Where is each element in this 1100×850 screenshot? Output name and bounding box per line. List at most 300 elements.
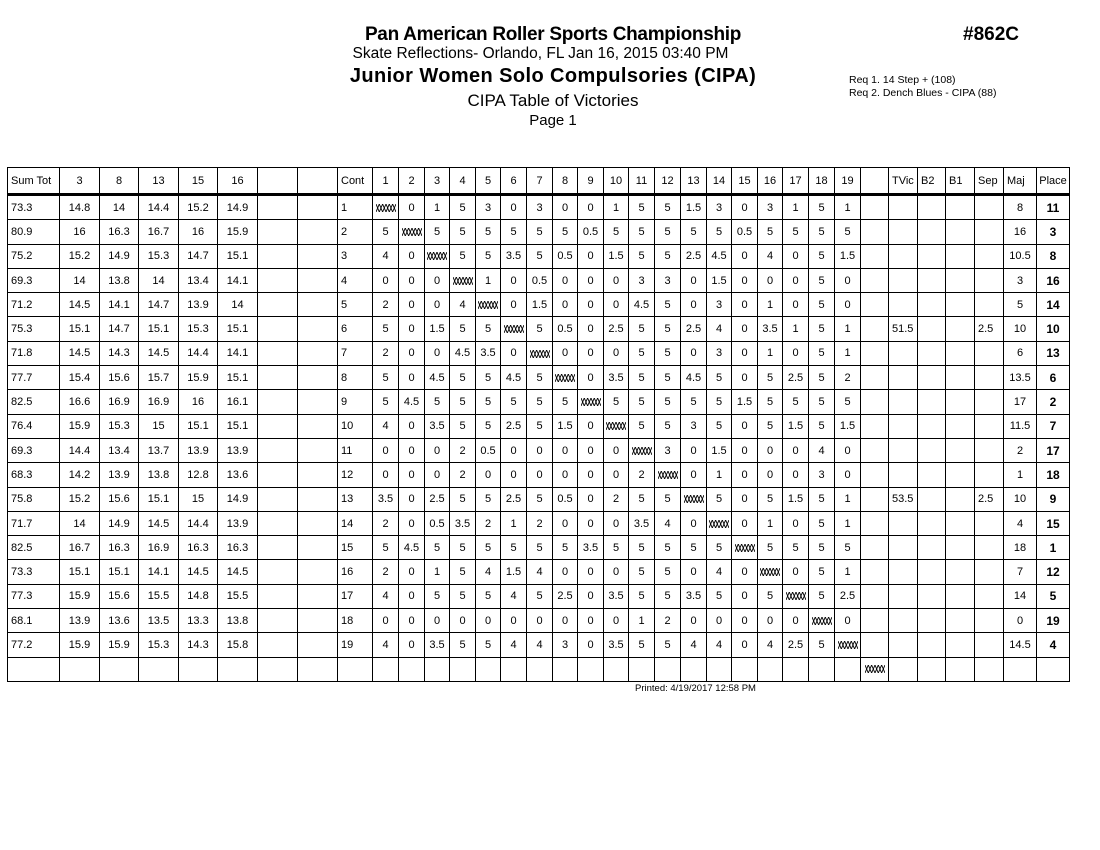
b1-cell [946, 584, 975, 608]
judge-score-cell: 16 [60, 220, 100, 244]
sep-cell [975, 293, 1004, 317]
place-cell: 9 [1037, 487, 1070, 511]
sum-total-cell: 77.3 [8, 584, 60, 608]
victory-cell: 5 [476, 390, 501, 414]
table-row [8, 414, 1070, 438]
sum-total-cell: 77.2 [8, 633, 60, 657]
column-header: Maj [1004, 168, 1037, 195]
column-header: 14 [707, 168, 732, 195]
victory-cell: 5 [604, 390, 629, 414]
contestant-number-cell: 10 [338, 414, 373, 438]
empty-cell [861, 195, 889, 220]
majority-cell: 1 [1004, 463, 1037, 487]
tvic-cell [889, 536, 918, 560]
victory-cell: 0 [399, 438, 425, 462]
empty-cell [861, 438, 889, 462]
victory-cell: 0 [399, 633, 425, 657]
victory-cell: 0 [373, 609, 399, 633]
judge-score-cell: 13.8 [218, 609, 258, 633]
judge-score-cell: 13.9 [60, 609, 100, 633]
victory-cell: 0 [527, 438, 553, 462]
victory-cell: 0 [425, 463, 450, 487]
sep-cell [975, 511, 1004, 535]
sum-total-cell: 71.7 [8, 511, 60, 535]
empty-cell [218, 657, 258, 681]
location-datetime: Skate Reflections- Orlando, FL Jan 16, 2015 03:40 PM [352, 45, 729, 62]
contestant-number-cell: 17 [338, 584, 373, 608]
b1-cell [946, 341, 975, 365]
self-marker-icon [427, 252, 447, 260]
victory-cell: 5 [425, 584, 450, 608]
column-header: 16 [218, 168, 258, 195]
empty-cell [258, 414, 298, 438]
judge-score-cell: 13.7 [139, 438, 179, 462]
victory-cell: 5 [783, 390, 809, 414]
victory-cell: 0 [578, 293, 604, 317]
majority-cell: 14 [1004, 584, 1037, 608]
empty-cell [553, 657, 578, 681]
b1-cell [946, 487, 975, 511]
victory-cell: 5 [553, 220, 578, 244]
empty-cell [8, 657, 60, 681]
judge-score-cell: 16 [179, 220, 218, 244]
victory-cell: 5 [655, 317, 681, 341]
sum-total-cell: 75.3 [8, 317, 60, 341]
judge-score-cell: 15.9 [60, 584, 100, 608]
victory-cell: 3.5 [604, 633, 629, 657]
judge-score-cell: 16.3 [179, 536, 218, 560]
victory-cell: 0 [783, 268, 809, 292]
empty-cell [1037, 657, 1070, 681]
empty-cell [861, 220, 889, 244]
column-header: 2 [399, 168, 425, 195]
empty-cell [258, 633, 298, 657]
victory-cell: 2 [373, 341, 399, 365]
judge-score-cell: 14.1 [100, 293, 139, 317]
majority-cell: 5 [1004, 293, 1037, 317]
victory-cell [578, 390, 604, 414]
victory-cell: 3.5 [604, 584, 629, 608]
tvic-cell [889, 633, 918, 657]
empty-cell [1004, 657, 1037, 681]
empty-cell [861, 414, 889, 438]
majority-cell: 7 [1004, 560, 1037, 584]
empty-cell [298, 463, 338, 487]
victory-cell: 0 [399, 195, 425, 220]
victory-cell: 1 [425, 195, 450, 220]
victory-cell: 0 [783, 511, 809, 535]
table-row [8, 609, 1070, 633]
judge-score-cell: 16.7 [139, 220, 179, 244]
victory-cell: 5 [809, 366, 835, 390]
empty-cell [861, 609, 889, 633]
empty-cell [861, 341, 889, 365]
sum-total-cell: 69.3 [8, 268, 60, 292]
victory-cell: 3.5 [476, 341, 501, 365]
victory-cell: 5 [655, 414, 681, 438]
victory-cell: 5 [809, 244, 835, 268]
column-header: 1 [373, 168, 399, 195]
victory-cell: 0 [553, 341, 578, 365]
victory-cell: 3 [707, 195, 732, 220]
victory-cell: 4 [758, 244, 783, 268]
judge-score-cell: 15.3 [100, 414, 139, 438]
empty-cell [298, 366, 338, 390]
empty-cell [476, 657, 501, 681]
empty-cell [258, 317, 298, 341]
victory-cell: 0 [681, 438, 707, 462]
column-header [298, 168, 338, 195]
victory-cell: 4.5 [629, 293, 655, 317]
b2-cell [918, 414, 946, 438]
victory-cell: 5 [655, 220, 681, 244]
judge-score-cell: 13.4 [100, 438, 139, 462]
sum-total-cell: 69.3 [8, 438, 60, 462]
column-header: 3 [60, 168, 100, 195]
b1-cell [946, 195, 975, 220]
empty-cell [861, 268, 889, 292]
empty-cell [298, 657, 338, 681]
victory-cell: 2.5 [681, 317, 707, 341]
judge-score-cell: 14.4 [179, 341, 218, 365]
empty-cell [298, 511, 338, 535]
contestant-number-cell: 5 [338, 293, 373, 317]
victory-cell: 5 [476, 220, 501, 244]
victory-cell [707, 511, 732, 535]
empty-cell [100, 657, 139, 681]
empty-cell [298, 341, 338, 365]
event-title: Junior Women Solo Compulsories (CIPA) [349, 65, 757, 87]
place-cell: 17 [1037, 438, 1070, 462]
empty-cell [258, 293, 298, 317]
tvic-cell [889, 341, 918, 365]
victory-cell: 1 [758, 293, 783, 317]
empty-cell [298, 268, 338, 292]
victory-cell: 5 [501, 536, 527, 560]
sep-cell [975, 633, 1004, 657]
b1-cell [946, 414, 975, 438]
victory-cell: 0 [604, 438, 629, 462]
victory-cell: 0 [501, 438, 527, 462]
victory-cell: 0 [732, 609, 758, 633]
victory-cell: 2 [527, 511, 553, 535]
judge-score-cell: 16 [179, 390, 218, 414]
judge-score-cell: 16.3 [100, 536, 139, 560]
victory-cell: 0 [783, 438, 809, 462]
victory-cell: 4 [501, 633, 527, 657]
b1-cell [946, 438, 975, 462]
judge-score-cell: 15.6 [100, 366, 139, 390]
victory-cell: 2.5 [783, 366, 809, 390]
victory-cell: 0 [707, 609, 732, 633]
victory-cell: 0 [553, 268, 578, 292]
victory-cell: 5 [629, 341, 655, 365]
victory-cell: 0 [783, 244, 809, 268]
victory-cell: 0 [501, 463, 527, 487]
victory-cell: 5 [758, 366, 783, 390]
victory-cell [553, 366, 578, 390]
judge-score-cell: 15.1 [218, 366, 258, 390]
victory-cell: 1 [476, 268, 501, 292]
judge-score-cell: 15.8 [218, 633, 258, 657]
table-row [8, 293, 1070, 317]
majority-cell: 6 [1004, 341, 1037, 365]
table-row [8, 390, 1070, 414]
contestant-number-cell: 16 [338, 560, 373, 584]
judge-score-cell: 14.5 [139, 341, 179, 365]
empty-cell [298, 560, 338, 584]
victory-cell: 5 [527, 244, 553, 268]
victory-cell: 1 [501, 511, 527, 535]
judge-score-cell: 14.7 [179, 244, 218, 268]
b1-cell [946, 511, 975, 535]
tvic-cell [889, 390, 918, 414]
victory-cell: 5 [450, 366, 476, 390]
empty-cell [258, 487, 298, 511]
victory-cell: 0 [450, 609, 476, 633]
judge-score-cell: 15.7 [139, 366, 179, 390]
empty-cell [861, 560, 889, 584]
b1-cell [946, 366, 975, 390]
judge-score-cell: 14.4 [60, 438, 100, 462]
victory-cell: 3 [707, 293, 732, 317]
empty-cell [861, 317, 889, 341]
self-marker-icon [735, 544, 755, 552]
victory-cell: 1.5 [835, 414, 861, 438]
victory-cell: 1 [783, 195, 809, 220]
victory-cell: 0 [527, 609, 553, 633]
victory-cell: 2.5 [604, 317, 629, 341]
victory-cell: 0 [578, 366, 604, 390]
judge-score-cell: 14.7 [100, 317, 139, 341]
victory-cell: 3 [629, 268, 655, 292]
judge-score-cell: 14.7 [139, 293, 179, 317]
judge-score-cell: 14.3 [100, 341, 139, 365]
empty-cell [578, 657, 604, 681]
victory-cell: 5 [527, 390, 553, 414]
sep-cell [975, 390, 1004, 414]
victory-cell: 3 [527, 195, 553, 220]
victory-cell: 0.5 [425, 511, 450, 535]
victory-cell: 5 [809, 195, 835, 220]
judge-score-cell: 15.3 [139, 633, 179, 657]
judge-score-cell: 15.1 [60, 560, 100, 584]
victory-cell: 0 [399, 268, 425, 292]
judge-score-cell: 16.6 [60, 390, 100, 414]
column-header: B2 [918, 168, 946, 195]
victory-cell: 3 [476, 195, 501, 220]
column-header: 3 [425, 168, 450, 195]
judge-score-cell: 14.5 [139, 511, 179, 535]
victory-cell: 5 [476, 414, 501, 438]
self-marker-icon [453, 277, 473, 285]
judge-score-cell: 14.9 [100, 511, 139, 535]
sep-cell [975, 220, 1004, 244]
victory-cell [425, 244, 450, 268]
victory-cell: 5 [655, 390, 681, 414]
victory-cell: 0 [425, 438, 450, 462]
victory-cell: 0.5 [476, 438, 501, 462]
victory-cell: 5 [629, 536, 655, 560]
judge-score-cell: 15.1 [218, 317, 258, 341]
table-row [8, 341, 1070, 365]
sum-total-cell: 71.2 [8, 293, 60, 317]
victory-cell: 0 [783, 293, 809, 317]
b2-cell [918, 487, 946, 511]
b1-cell [946, 317, 975, 341]
sum-total-cell: 68.1 [8, 609, 60, 633]
victory-cell: 4.5 [681, 366, 707, 390]
contestant-number-cell: 18 [338, 609, 373, 633]
empty-cell [258, 341, 298, 365]
majority-cell: 18 [1004, 536, 1037, 560]
victory-cell: 0 [501, 268, 527, 292]
column-header: 17 [783, 168, 809, 195]
victory-cell: 4 [707, 560, 732, 584]
victory-cell [655, 463, 681, 487]
sep-cell [975, 560, 1004, 584]
empty-cell [861, 244, 889, 268]
tvic-cell [889, 366, 918, 390]
empty-cell [298, 633, 338, 657]
self-marker-icon [530, 350, 550, 358]
self-marker-icon [555, 374, 575, 382]
victory-cell: 0 [732, 317, 758, 341]
judge-score-cell: 15.1 [139, 317, 179, 341]
victory-cell: 0 [758, 438, 783, 462]
victory-cell: 5 [809, 390, 835, 414]
contestant-number-cell: 11 [338, 438, 373, 462]
judge-score-cell: 14.8 [179, 584, 218, 608]
majority-cell: 11.5 [1004, 414, 1037, 438]
victory-cell: 5 [629, 560, 655, 584]
victory-cell: 1 [835, 487, 861, 511]
victory-cell: 0 [399, 560, 425, 584]
victory-cell: 5 [450, 220, 476, 244]
empty-cell [258, 438, 298, 462]
victory-cell: 2 [373, 511, 399, 535]
victory-cell: 0 [578, 268, 604, 292]
column-header: Place [1037, 168, 1070, 195]
victory-cell: 0 [373, 463, 399, 487]
victory-cell: 5 [501, 220, 527, 244]
victory-cell: 5 [373, 390, 399, 414]
victory-cell: 2.5 [835, 584, 861, 608]
judge-score-cell: 15.9 [218, 220, 258, 244]
empty-cell [298, 438, 338, 462]
victory-cell: 4.5 [425, 366, 450, 390]
judge-score-cell: 15.4 [60, 366, 100, 390]
judge-score-cell: 14.5 [60, 293, 100, 317]
self-marker-icon [865, 665, 885, 673]
empty-cell [298, 195, 338, 220]
b1-cell [946, 220, 975, 244]
victory-cell: 1.5 [707, 438, 732, 462]
column-header: 5 [476, 168, 501, 195]
victory-cell: 0.5 [553, 487, 578, 511]
victory-cell: 0 [399, 511, 425, 535]
victory-cell: 1.5 [604, 244, 629, 268]
victory-cell [758, 560, 783, 584]
victory-cell: 2.5 [425, 487, 450, 511]
victory-cell: 5 [809, 268, 835, 292]
b1-cell [946, 536, 975, 560]
empty-cell [681, 657, 707, 681]
majority-cell: 2 [1004, 438, 1037, 462]
victory-cell: 3 [758, 195, 783, 220]
victory-cell: 0 [732, 195, 758, 220]
empty-cell [258, 244, 298, 268]
b2-cell [918, 633, 946, 657]
empty-cell [298, 487, 338, 511]
empty-cell [918, 657, 946, 681]
victory-cell: 5 [655, 487, 681, 511]
victory-cell: 5 [629, 195, 655, 220]
judge-score-cell: 14.3 [179, 633, 218, 657]
victory-cell: 0 [604, 463, 629, 487]
victory-cell: 0 [578, 487, 604, 511]
column-header [258, 168, 298, 195]
contestant-number-cell: 8 [338, 366, 373, 390]
victory-cell: 5 [809, 220, 835, 244]
victory-cell: 3.5 [501, 244, 527, 268]
self-marker-icon [606, 422, 626, 430]
victory-cell: 5 [450, 317, 476, 341]
b2-cell [918, 244, 946, 268]
table-row [8, 536, 1070, 560]
empty-cell [258, 366, 298, 390]
victory-cell: 5 [835, 390, 861, 414]
self-marker-icon [786, 592, 806, 600]
contestant-number-cell: 3 [338, 244, 373, 268]
majority-cell: 10 [1004, 317, 1037, 341]
victory-cell: 5 [629, 584, 655, 608]
victory-cell: 0.5 [578, 220, 604, 244]
victory-cell: 5 [655, 341, 681, 365]
victory-cell: 2 [476, 511, 501, 535]
empty-cell [629, 657, 655, 681]
victory-cell: 0 [527, 463, 553, 487]
judge-score-cell: 15.2 [60, 487, 100, 511]
place-cell: 3 [1037, 220, 1070, 244]
table-row [8, 657, 1070, 681]
place-cell: 6 [1037, 366, 1070, 390]
victory-cell: 0 [501, 195, 527, 220]
judge-score-cell: 15.6 [100, 584, 139, 608]
table-row [8, 268, 1070, 292]
b1-cell [946, 244, 975, 268]
victory-cell: 2 [629, 463, 655, 487]
tvic-cell [889, 220, 918, 244]
victory-cell: 4.5 [399, 390, 425, 414]
victory-cell: 3.5 [373, 487, 399, 511]
victory-cell: 0 [732, 244, 758, 268]
empty-cell [373, 657, 399, 681]
victory-cell: 0 [373, 268, 399, 292]
judge-score-cell: 14 [60, 511, 100, 535]
sep-cell [975, 195, 1004, 220]
sep-cell [975, 438, 1004, 462]
judge-score-cell: 13.9 [218, 511, 258, 535]
victory-cell [373, 195, 399, 220]
victory-cell: 4.5 [450, 341, 476, 365]
empty-cell [527, 657, 553, 681]
victory-cell: 5 [758, 414, 783, 438]
victory-cell: 0 [835, 293, 861, 317]
b2-cell [918, 536, 946, 560]
victory-cell: 2.5 [553, 584, 578, 608]
victory-cell: 3 [681, 414, 707, 438]
